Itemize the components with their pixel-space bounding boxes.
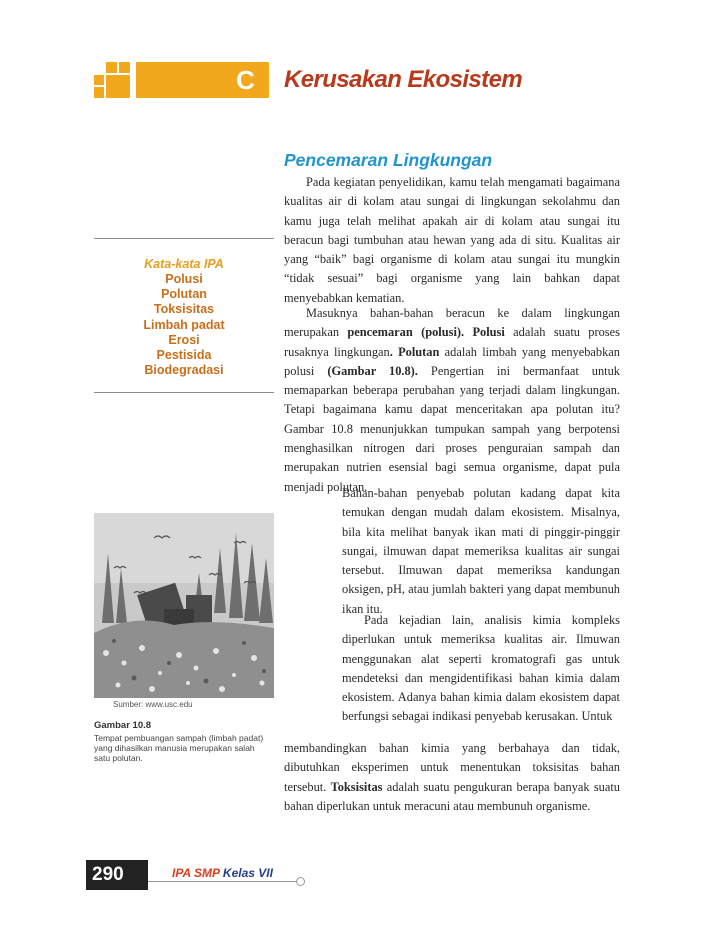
- paragraph-2: [284, 304, 620, 497]
- paragraph-1: Pada kegiatan penyelidikan, kamu telah mengamati bagaimana kualitas air di kolam atau sungai di lingkungan sekolahmu dan kamu juga telah melihat apakah air di kolam atau sungai itu beracun bagi tumbuhan atau hewan yang ada di situ. Kualitas air yang “baik” bagi organisme di kolam atau sungai itu mungkin “tidak sesuai” bagi organisme yang lain bahkan dapat menyebabkan kematian.: [284, 175, 620, 305]
- subheading: Pencemaran Lingkungan: [284, 150, 493, 170]
- paragraph-3: Bahan-bahan penyebab polutan kadang dapat kita temukan dengan mudah dalam ekosistem. Misalnya, bila kita melihat banyak ikan mati di pinggir-pinggir sungai, ilmuwan dapat memeriksa kualitas air sungai tersebut. Ilmuwan dapat memeriksa kandungan oksigen, pH, atau jumlah bakteri yang dapat membunuh ikan itu.: [342, 486, 620, 616]
- p2-text: adalah suatu proses rusaknya lingkungan: [284, 325, 620, 359]
- section-title: Kerusakan Ekosistem: [284, 66, 523, 93]
- figure-caption: Tempat pembuangan sampah (limbah padat) yang dihasilkan manusia merupakan salah satu polutan.: [94, 733, 264, 763]
- keywords-title: Kata-kata IPA: [144, 257, 224, 271]
- p2-text: Pengertian ini bermanfaat untuk memaparkan beberapa perubahan yang terjadi dalam lingkungan. Tetapi bagaimana kamu dapat menceritakan apa polutan itu? Gambar 10.8 menunjukkan tumpukan sampah yang berpotensi menghasilkan nitrogen dari proses penguraian sampah dan merupakan nutrien esensial bagi semua organisme, dapat pula menjadi polutan.: [284, 363, 621, 494]
- figure-title: Gambar 10.8: [94, 720, 152, 731]
- book-smp: SMP: [194, 866, 220, 880]
- keyword-item: Limbah padat: [143, 317, 225, 332]
- book-kelas: Kelas VII: [222, 866, 273, 880]
- p4-text: membandingkan bahan kimia yang berbahaya dan tidak, dibutuhkan eksperimen untuk menentukan toksisitas bahan tersebut.: [284, 741, 620, 794]
- keywords-bottom-rule: [94, 392, 274, 393]
- book-title: [172, 866, 273, 880]
- p2-text: Masuknya bahan-bahan beracun ke dalam lingkungan merupakan: [284, 306, 620, 340]
- p4-bold-term: Toksisitas: [330, 779, 383, 794]
- keyword-item: Polutan: [161, 287, 207, 302]
- p2-bold-term: . Polutan: [389, 344, 440, 359]
- keywords-top-rule: [94, 238, 274, 239]
- p4-text: adalah suatu pengukuran berapa banyak suatu bahan diperlukan untuk meracuni atau membunuh organisme.: [284, 779, 621, 813]
- keyword-item: Toksisitas: [153, 302, 215, 317]
- p2-bold-term: (Gambar 10.8).: [327, 363, 418, 378]
- chapter-logo: [94, 62, 130, 98]
- photo-source: Sumber: www.usc.edu: [113, 700, 193, 709]
- paragraph-4b: [284, 739, 620, 816]
- p2-bold-term: Polusi: [472, 325, 505, 340]
- paragraph-4a: Pada kejadian lain, analisis kimia kompleks diperlukan untuk memeriksa kualitas air. Ilmuwan menggunakan alat seperti kromatografi gas untuk mendeteksi dan mengidentifikasi bahan kimia dalam ekosistem. Adanya bahan kimia dalam ekosistem dapat berfungsi sebagai indikasi penyebab kerusakan. Untuk: [342, 613, 620, 724]
- chapter-letter: C: [236, 65, 255, 95]
- keywords-box: [94, 256, 274, 378]
- page-number: 290: [86, 860, 148, 890]
- footer-circle: [296, 877, 305, 886]
- keyword-item: Pestisida: [156, 348, 212, 363]
- keyword-item: Erosi: [168, 332, 200, 347]
- keyword-item: Biodegradasi: [144, 363, 224, 378]
- book-ipa: IPA: [172, 866, 191, 880]
- p2-text: adalah limbah yang menyebabkan polusi: [284, 344, 621, 378]
- p2-bold-term: pencemaran (polusi).: [347, 325, 465, 340]
- landfill-photo: [94, 513, 274, 698]
- keyword-item: Polusi: [165, 272, 203, 286]
- footer-line: [148, 881, 298, 882]
